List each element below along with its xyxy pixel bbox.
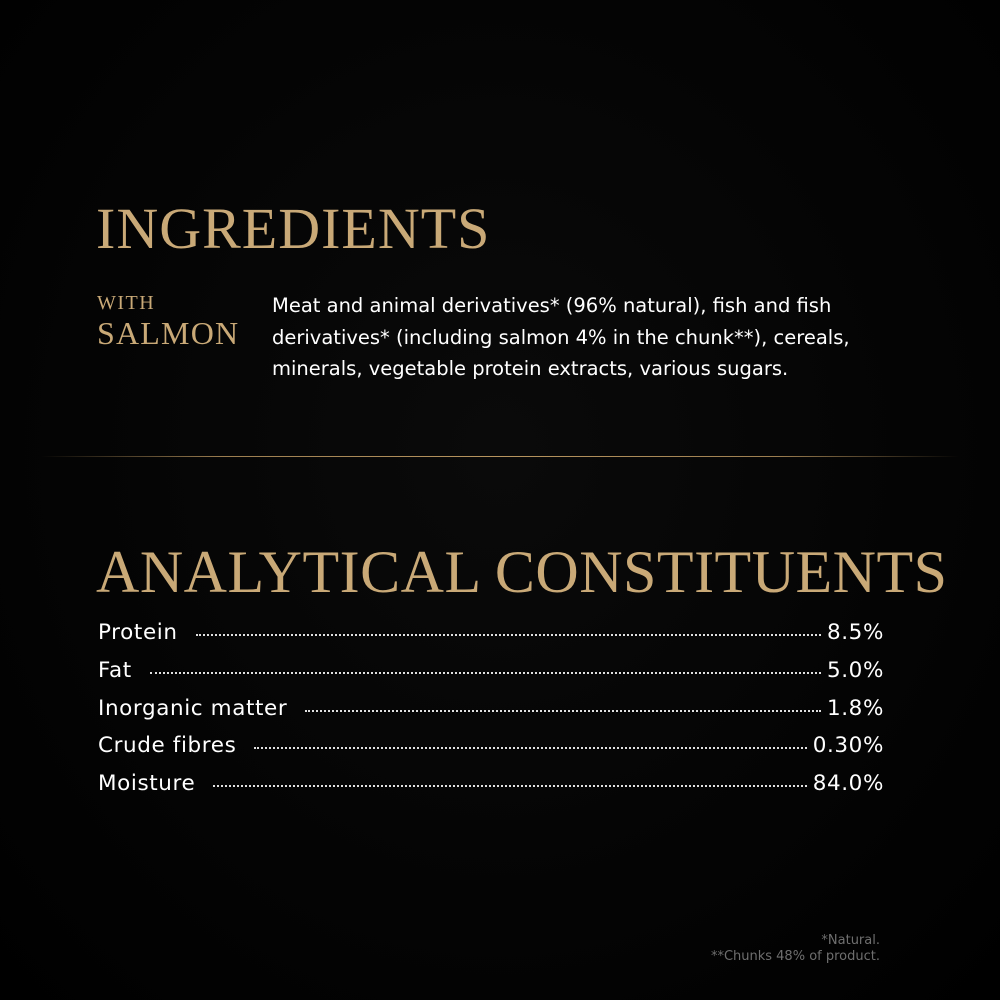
constituent-row-inorganic-matter <box>98 696 884 734</box>
constituent-row-moisture <box>98 771 884 809</box>
constituent-row-protein <box>98 620 884 658</box>
constituent-label: Protein <box>98 620 178 645</box>
constituent-value: 84.0% <box>812 771 884 796</box>
dot-leader <box>213 784 806 787</box>
variant-label <box>97 293 239 349</box>
analytical-constituents-heading: ANALYTICAL CONSTITUENTS <box>96 539 948 605</box>
constituents-table <box>98 620 884 809</box>
constituent-value: 0.30% <box>812 733 884 759</box>
footnote-chunks: **Chunks 48% of product. <box>710 949 880 964</box>
variant-prefix: WITH <box>97 292 156 314</box>
constituent-value: 1.8% <box>826 695 884 721</box>
dot-leader <box>196 633 821 636</box>
section-divider <box>40 456 960 457</box>
constituent-label: Fat <box>98 657 132 683</box>
variant-name: SALMON <box>97 315 240 351</box>
dot-leader <box>150 671 821 674</box>
constituent-value: 5.0% <box>826 657 884 683</box>
dot-leader <box>305 709 821 712</box>
constituent-row-fat <box>98 658 884 696</box>
constituent-label: Inorganic matter <box>98 695 288 721</box>
constituent-label: Moisture <box>98 771 196 796</box>
footnote-natural: *Natural. <box>821 933 880 948</box>
ingredients-list: Meat and animal derivatives* (96% natural), fish and fish derivatives* (including salmon 4% in the chunk**), cereals, minerals, vegetable protein extracts, various sugars. <box>272 294 850 380</box>
dot-leader <box>254 746 806 749</box>
constituent-label: Crude fibres <box>98 733 237 759</box>
ingredients-heading: INGREDIENTS <box>96 196 491 261</box>
constituent-value: 8.5% <box>826 620 884 645</box>
footnotes <box>711 933 880 965</box>
constituent-row-crude-fibres <box>98 733 884 771</box>
